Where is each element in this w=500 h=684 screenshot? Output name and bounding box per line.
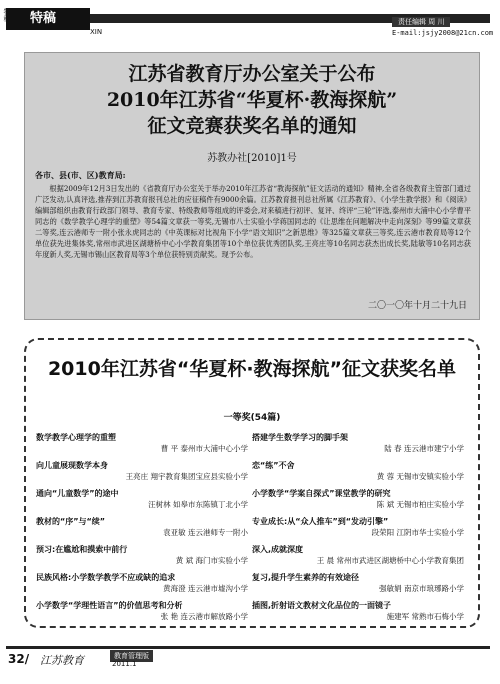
entry-title: 专业成长:从“众人推车”到“发动引擎” [252, 517, 389, 526]
entry-author: 袁亚敏 连云港师专一附小 [163, 528, 248, 537]
entry-title: 深入,成就深度 [252, 545, 304, 554]
entry-author: 黄 斌 海门市实验小学 [175, 556, 248, 565]
entry-author: 段荣阳 江阴市华士实验小学 [371, 528, 464, 537]
entry-title: 民族风格:小学数学教学不应或缺的追求 [36, 573, 176, 582]
entry-author: 王 晨 常州市武进区湖塘桥中心小学教育集团 [316, 556, 464, 565]
list-item [36, 572, 248, 600]
entry-title: 向儿童展现数学本身 [36, 461, 108, 470]
list-item [252, 600, 464, 628]
entry-author: 陆 春 连云港市建宁小学 [384, 444, 464, 453]
winners-title: 2010年江苏省“华夏杯·教海探航”征文获奖名单 [47, 358, 457, 380]
list-item [252, 516, 464, 544]
editor-email: E-mail:jsjy2008@21cn.com [392, 29, 494, 37]
editor-credit: 责任编辑 周 川 [392, 17, 450, 27]
entry-title: 数学教学心理学的重塑 [36, 433, 116, 442]
list-item [252, 460, 464, 488]
entry-author: 张 艳 连云港市解放路小学 [160, 612, 248, 621]
list-item [252, 544, 464, 572]
entry-title: 小学数学“学理性语言”的价值思考和分析 [36, 601, 183, 610]
notice-title-line2: 2010年江苏省“华夏杯·教海探航” [106, 89, 398, 111]
list-item [252, 432, 464, 460]
list-item [36, 460, 248, 488]
footer-bar [6, 646, 490, 649]
salutation: 各市、县(市、区)教育局: [35, 170, 126, 180]
entry-author: 曹 平 泰州市大浦中心小学 [160, 444, 248, 453]
entry-author: 王亮庄 翔宇教育集团宝应县实验小学 [125, 472, 248, 481]
entry-author: 黄海澄 连云港市墟沟小学 [163, 584, 248, 593]
page-number: 32/ [8, 652, 30, 666]
entry-title: 插图,折射语文教材文化品位的一面镜子 [252, 601, 392, 610]
left-column [36, 432, 248, 628]
section-sub: XIN [90, 28, 103, 36]
entry-title: 恋“练”不舍 [252, 461, 295, 470]
document-number: 苏教办社[2010]1号 [207, 153, 297, 164]
entry-title: 搭建学生数学学习的脚手架 [252, 433, 348, 442]
list-item [36, 432, 248, 460]
entry-title: 复习,提升学生素养的有效途径 [252, 573, 360, 582]
page-footer [0, 630, 500, 684]
list-item [36, 600, 248, 628]
list-item [36, 544, 248, 572]
entry-author: 强敏娟 南京市琅琊路小学 [379, 584, 464, 593]
notice-body: 根据2009年12月3日发出的《省教育厅办公室关于举办2010年江苏省“教海探航”征文活动的通知》精神,全省各级教育主管部门通过广泛发动,认真评选,推荐到江苏教育报刊总社的应征稿件有9000余篇。江苏教育报刊总社所属《江苏教育》、《小学生教学报》和《阅读》编辑部组织由教育行政部门领导、教育专家、特级教师等组成的评委会,对来稿进行初评、复评、终评“三轮”评选,泰州市大浦中心小学曹平同志的《数学教学心理学的重塑》等54篇文章获一等奖,无锡市八士实验小学蒋国同志的《让思维在问题解决中走向深刻》等99篇文章获二等奖,连云港师专一附小张永虎同志的《中英课标对比视角下小学“语文知识”之新思维》等325篇文章获三等奖,连云港市教育局等12个单位获先进集体奖,常州市武进区湖塘桥中心小学教育集团等10个单位获优秀团队奖,王亮庄等10名同志获杰出成长奖,陆敏等10名同志获年度新人奖,无锡市锡山区教育局等3个单位获特别贡献奖。现予公布。 [35, 184, 471, 259]
entry-title: 通向“儿童数学”的途中 [36, 489, 119, 498]
entry-author: 汪树林 如皋市东陈镇丁北小学 [148, 500, 248, 509]
section-tag: 特稿 [6, 8, 90, 30]
page-header [0, 0, 500, 50]
issue-date: 2011.1 [112, 660, 137, 668]
list-item [252, 572, 464, 600]
winners-box [24, 338, 480, 628]
notice-title-line1: 江苏省教育厅办公室关于公布 [128, 63, 376, 85]
notice-title-line3: 征文竞赛获奖名单的通知 [147, 115, 357, 137]
entry-author: 陈 斌 无锡市柏庄实验小学 [376, 500, 464, 509]
entry-author: 施建军 常熟市石梅小学 [386, 612, 464, 621]
entry-title: 预习:在尴尬和摸索中前行 [36, 545, 128, 554]
entry-author: 黄 蓉 无锡市安镇实验小学 [376, 472, 464, 481]
list-item [36, 516, 248, 544]
notice-date: 二〇一〇年十月二十九日 [367, 301, 467, 311]
list-item [36, 488, 248, 516]
list-item [252, 488, 464, 516]
entry-title: 教材的“序”与“续” [36, 517, 106, 526]
prize-label: 一等奖(54篇) [223, 413, 281, 423]
right-column [252, 432, 464, 628]
issue-label: 教育管理版 [110, 650, 153, 662]
entry-title: 小学数学“学案自探式”课堂教学的研究 [252, 489, 391, 498]
notice-box [24, 52, 480, 320]
magazine-name: 江苏教育 [40, 654, 84, 667]
